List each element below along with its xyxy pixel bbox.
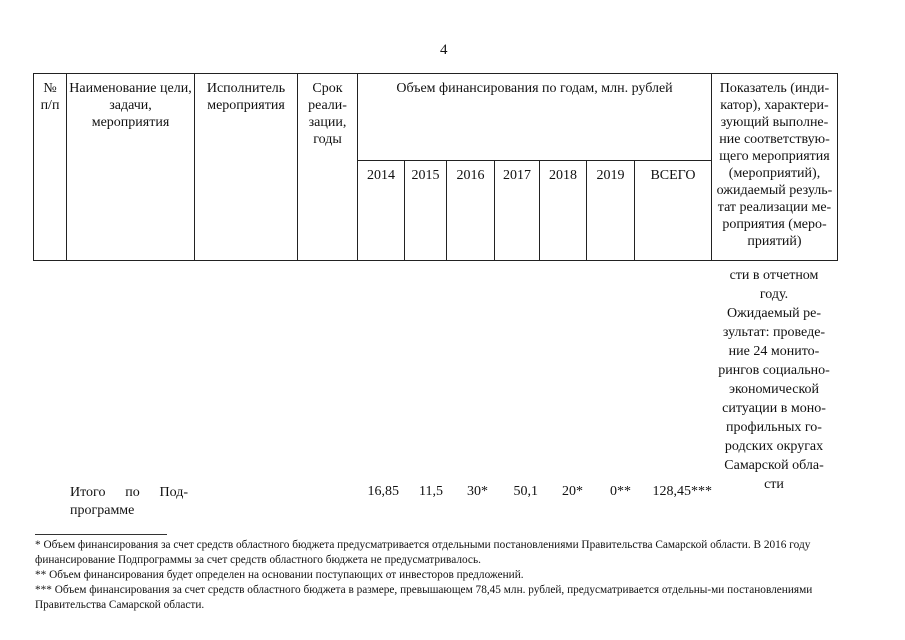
- header-year-total: ВСЕГО: [635, 161, 712, 261]
- header-year-2018: 2018: [540, 161, 587, 261]
- continuation-line: году.: [759, 287, 789, 302]
- total-label-word: Итого: [70, 485, 106, 500]
- continuation-line: сти в отчетном: [729, 268, 819, 283]
- continuation-line: сти: [764, 477, 784, 492]
- total-value-2016: 30*: [467, 484, 488, 499]
- continuation-line: родских округах: [724, 439, 824, 454]
- continuation-line: экономической: [728, 382, 820, 397]
- footnote: ** Объем финансирования будет определен на основании поступающих от инвесторов предложений.: [35, 569, 524, 581]
- continuation-line: профильных го-: [726, 420, 822, 435]
- continuation-line: Самарской обла-: [724, 458, 824, 473]
- footnote-separator: [35, 534, 167, 535]
- header-year-2019: 2019: [587, 161, 635, 261]
- total-value-2017: 50,1: [513, 484, 538, 499]
- header-col-funding: Объем финансирования по годам, млн. рублей: [358, 74, 712, 161]
- total-value-2019: 0**: [610, 484, 631, 499]
- header-table: [33, 73, 838, 261]
- continuation-line: рингов социально-: [718, 363, 830, 378]
- footnotes: [35, 538, 857, 613]
- header-col-name: Наименование цели, задачи, мероприятия: [67, 74, 195, 261]
- total-value-all: 128,45***: [652, 484, 712, 499]
- footnote: *** Объем финансирования за счет средств областного бюджета в размере, превышающем 78,45 млн. рублей, предусматривается отдельны-ми постановлениями Правительства Самарской области.: [35, 584, 813, 611]
- total-value-2015: 11,5: [419, 484, 443, 499]
- continuation-line: Ожидаемый ре-: [727, 306, 821, 321]
- header-year-2014: 2014: [358, 161, 405, 261]
- total-value-2014: 16,85: [367, 484, 399, 499]
- continuation-line: зультат: проведе-: [722, 325, 826, 340]
- total-label-word: Под-: [159, 485, 188, 500]
- header-col-indicator: Показатель (инди-катор), характери-зующий выполне-ние соответствую-щего мероприятия (мероприятий), ожидаемый резуль-тат реализации ме-роприятия (меро-приятий): [712, 74, 838, 261]
- continuation-line: ситуации в моно-: [722, 401, 826, 416]
- header-year-2016: 2016: [447, 161, 495, 261]
- page-number: 4: [440, 42, 448, 58]
- total-label-word: по: [125, 485, 140, 500]
- header-col-number: № п/п: [34, 74, 67, 261]
- total-row-label: [70, 484, 188, 520]
- total-label-line2: программе: [70, 503, 135, 518]
- continuation-line: ние 24 монито-: [728, 344, 820, 359]
- header-col-executor: Исполнитель мероприятия: [195, 74, 298, 261]
- indicator-continuation: [713, 266, 835, 494]
- header-year-2017: 2017: [495, 161, 540, 261]
- header-year-2015: 2015: [405, 161, 447, 261]
- total-value-2018: 20*: [562, 484, 583, 499]
- header-col-term: Срок реали-зации, годы: [298, 74, 358, 261]
- footnote: * Объем финансирования за счет средств областного бюджета предусматривается отдельными постановлениями Правительства Самарской области. В 2016 году финансирование Подпрограммы за счет средств областного бюджета не предусматривалось.: [35, 539, 811, 566]
